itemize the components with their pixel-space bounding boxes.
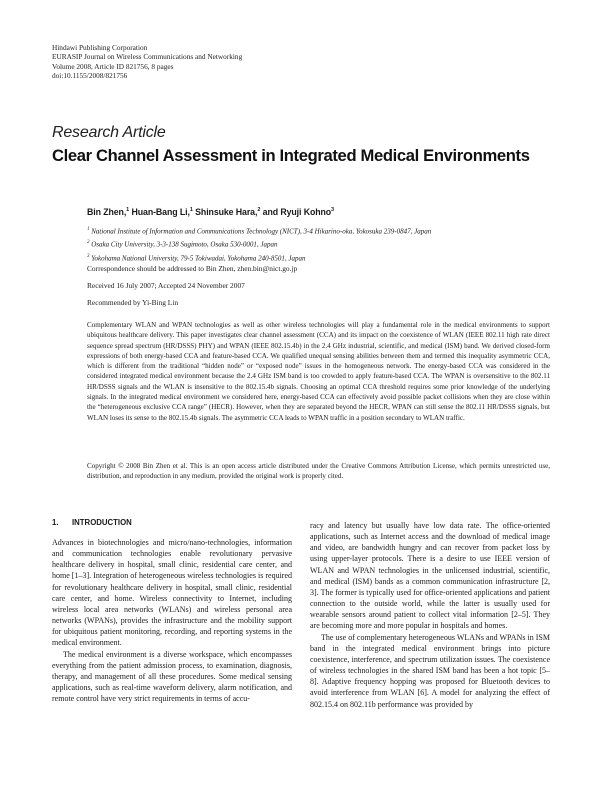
author-affiliation-mark: 1: [189, 207, 193, 214]
journal-header: [52, 43, 242, 80]
affiliation-number: 2: [87, 240, 90, 246]
affiliation-number: 1: [87, 227, 90, 232]
affiliation-item: [87, 251, 431, 264]
doi[interactable]: doi:10.1155/2008/821756: [52, 70, 128, 80]
author-name: Bin Zhen,: [87, 207, 127, 217]
body-paragraph: The use of complementary heterogeneous WLANs and WPANs in ISM band in the integrated medical environment brings into picture coexistence, interference, and spectrum utilization issues. The coexistence of wireless technologies in the shared ISM band has been a hot topic [5–8]. Adaptive frequency hopping was proposed for Bluetooth devices to avoid interference from WLAN [6]. A model for analyzing the effect of 802.15.4 on 802.11b performance was provided by: [310, 632, 550, 709]
publisher-name: Hindawi Publishing Corporation: [52, 43, 148, 52]
article-type: Research Article: [52, 124, 166, 141]
correspondence: Correspondence should be addressed to Bin Zhen, zhen.bin@nict.go.jp: [87, 264, 298, 273]
author-affiliation-mark: 3: [331, 207, 335, 214]
section-number: 1.: [52, 518, 59, 527]
journal-name: EURASIP Journal on Wireless Communications and Networking: [52, 52, 243, 62]
affiliation-text: National Institute of Information and Communications Technology (NICT), 3-4 Hikarino-oka, Yokosuka 239-0847, Japan: [91, 227, 432, 236]
article-title: Clear Channel Assessment in Integrated Medical Environments: [52, 146, 530, 165]
abstract: Complementary WLAN and WPAN technologies as well as other wireless technologies will play a fundamental role in the medical environments to support ubiquitous healthcare delivery. This paper investigates clear channel assessment (CCA) and its impact on the coexistence of WLAN (IEEE 802.11 high rate direct sequence spread spectrum (HR/DSSS) PHY) and WPAN (IEEE 802.15.4b) in the 2.4 GHz industrial, scientific, and medical (ISM) band. We derived closed-form expressions of both energy-based CCA and feature-based CCA. We qualified unequal sensing abilities between them and termed this inequality asymmetric CCA, which is different from the traditional “hidden node” or “exposed node” issues in the homogeneous network. The energy-based CCA was considered in the considered integrated medical environment because the 2.4 GHz ISM band is too crowded to apply feature-based CCA. The WPAN is oversensitive to the 802.11 HR/DSSS signals and the WLAN is insensitive to the 802.15.4b signals. Choosing an optimal CCA threshold requires some prior knowledge of the underlying signals. In the integrated medical environment we considered here, energy-based CCA can effectively avoid possible packet collisions when they are close within the “heterogeneous exclusive CCA range” (HECR). However, when they are separated beyond the HECR, WPAN can still sense the 802.11 HR/DSSS signals, but WLAN loses its sense to the 802.15.4b signals. The asymmetric CCA leads to WPAN traffic in a position secondary to WLAN traffic.: [87, 321, 550, 422]
author-list: [87, 207, 334, 217]
author-name: Huan-Bang Li,: [131, 207, 190, 217]
affiliation-text: Osaka City University, 3-3-138 Sugimoto, Osaka 530-0001, Japan: [91, 240, 278, 249]
body-column-left: [52, 537, 292, 704]
volume-info: Volume 2008, Article ID 821756, 8 pages: [52, 61, 174, 71]
copyright-notice: Copyright © 2008 Bin Zhen et al. This is an open access article distributed under the Creative Commons Attribution License, which permits unrestricted use, distribution, and reproduction in any medium, provided the original work is properly cited.: [87, 462, 550, 481]
body-paragraph: racy and latency but usually have low data rate. The office-oriented applications, such as Internet access and the download of medical image and video, are bandwidth hungry and can recover from packet loss by using upper-layer protocols. There is a desire to use IEEE version of WLAN and WPAN technologies in the unlicensed industrial, scientific, and medical (ISM) bands as a common communication infrastructure [2, 3]. The former is typically used for office-oriented applications and patient connection to the outside world, while the latter is usually used for wearable sensors around patient to collect vital information [2–5]. They are becoming more and more popular in hospitals and homes.: [310, 521, 550, 631]
received-dates: Received 16 July 2007; Accepted 24 November 2007: [87, 281, 245, 290]
affiliation-text: Yokohama National University, 79-5 Tokiwadai, Yokohama 240-8501, Japan: [91, 253, 306, 262]
affiliation-item: [87, 237, 431, 250]
section-title: INTRODUCTION: [72, 518, 132, 527]
author-affiliation-mark: 1: [126, 207, 130, 214]
body-paragraph: The medical environment is a diverse workspace, which encompasses everything from the patient admission process, to examination, diagnosis, therapy, and management of all these procedures. Some medical sensing applications, such as real-time waveform delivery, alarm notification, and remote control have very strict requirements in terms of accu-: [52, 649, 292, 704]
body-paragraph: Advances in biotechnologies and micro/nano-technologies, information and communication technologies enable revolutionary pervasive healthcare delivery in hospital, small clinic, residential care center, and home [1–3]. Integration of heterogeneous wireless technologies is required for revolutionary healthcare delivery in hospital, small clinic, residential care center, and home. Wireless connectivity to Internet, including wireless local area networks (WLANs) and wireless personal area networks (WPANs), provides the infrastructure and the mobility support for ubiquitous patient monitoring, recording, and reporting systems in the medical environment.: [52, 538, 292, 648]
author-name: Shinsuke Hara,: [195, 207, 258, 217]
affiliations: [87, 224, 431, 264]
recommended-by: Recommended by Yi-Bing Lin: [87, 298, 179, 307]
body-column-right: [310, 520, 550, 710]
author-name: and Ryuji Kohno: [262, 207, 332, 217]
section-heading: [52, 518, 132, 527]
author-affiliation-mark: 2: [257, 207, 261, 214]
affiliation-number: 3: [87, 253, 90, 259]
affiliation-item: [87, 224, 431, 237]
